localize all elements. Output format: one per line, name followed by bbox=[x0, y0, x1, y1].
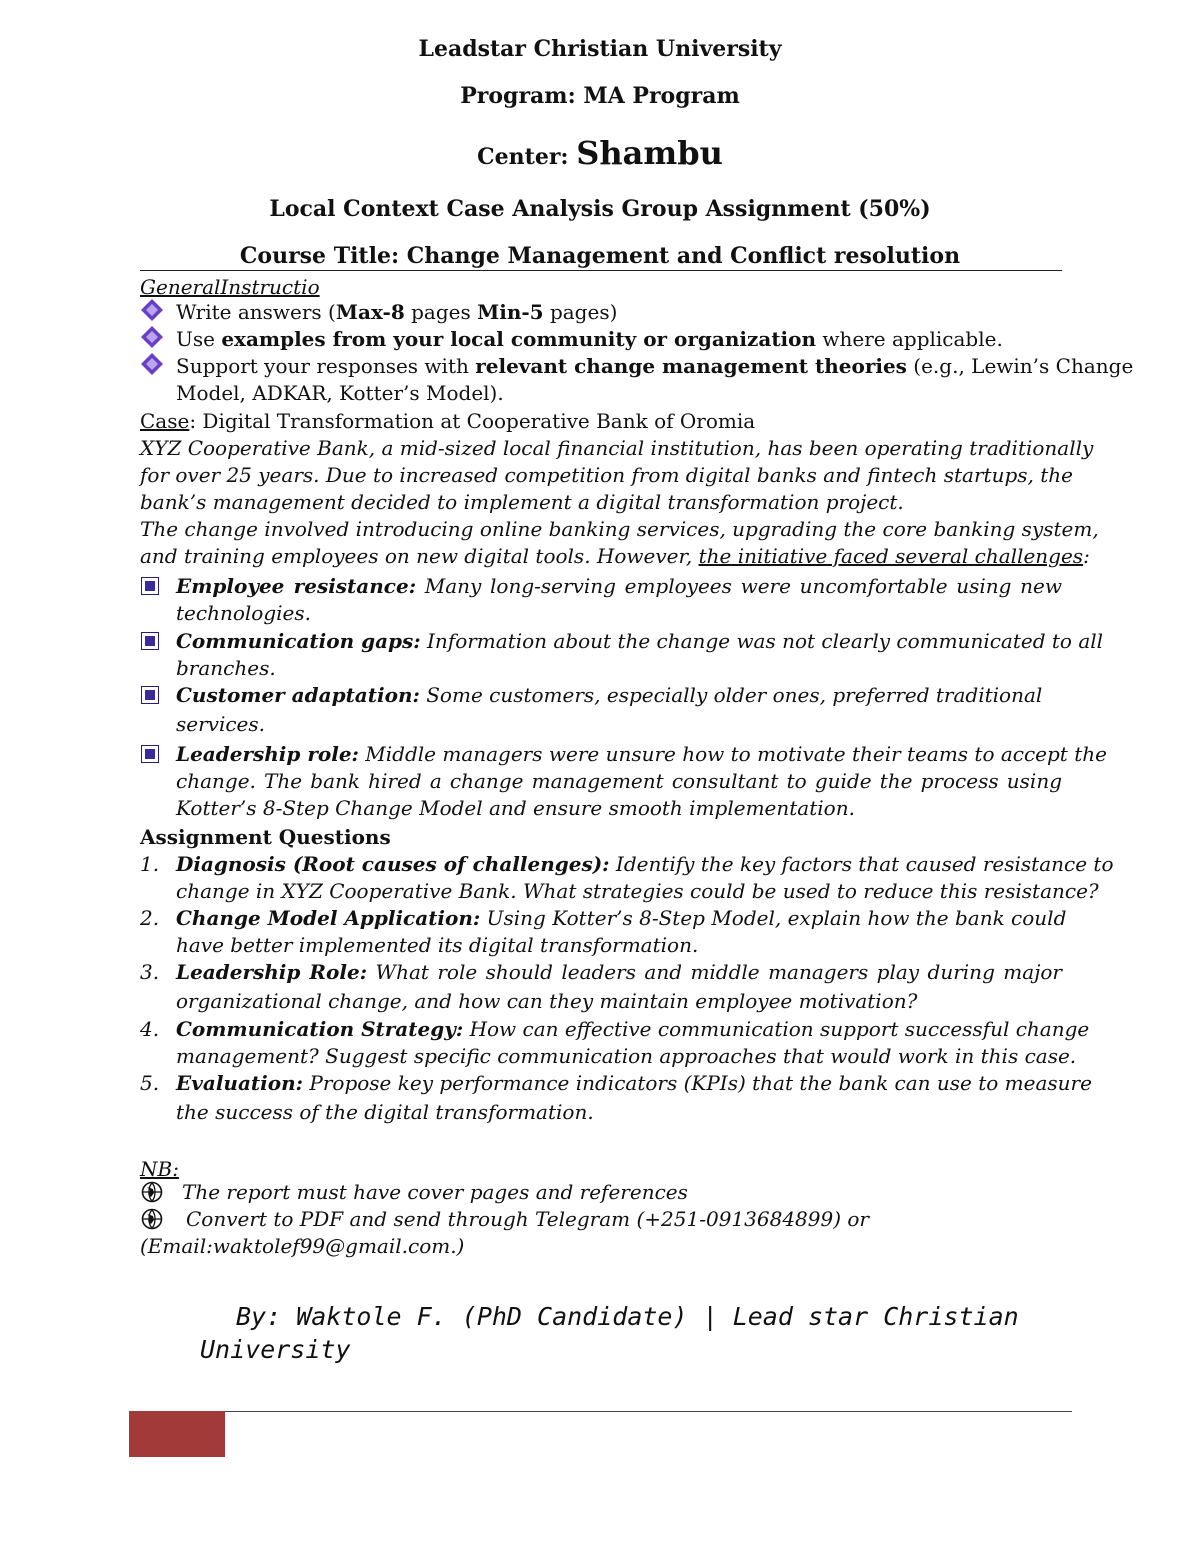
signature-line: By: Waktole F. (PhD Candidate) | Lead star Christian bbox=[236, 1302, 1019, 1331]
center-line bbox=[0, 134, 1200, 172]
case-paragraph-line: The change involved introducing online banking services, upgrading the core banking system, bbox=[140, 517, 1099, 541]
challenge-item-continued: change. The bank hired a change management consultant to guide the process using bbox=[176, 769, 1062, 793]
question-item-continued: management? Suggest specific communication approaches that would work in this case. bbox=[176, 1044, 1077, 1068]
signature-line: University bbox=[200, 1335, 351, 1364]
question-item: Communication Strategy: How can effective communication support successful change bbox=[176, 1017, 1090, 1041]
footer-rule bbox=[225, 1411, 1072, 1412]
challenge-item-continued: Kotter’s 8-Step Change Model and ensure smooth implementation. bbox=[176, 796, 855, 820]
question-item-continued: have better implemented its digital transformation. bbox=[176, 933, 699, 957]
question-number: 5. bbox=[140, 1071, 160, 1095]
challenge-item: Communication gaps: Information about the change was not clearly communicated to all bbox=[176, 629, 1104, 653]
footer-page-box bbox=[129, 1411, 225, 1457]
diamond-bullet-icon bbox=[140, 352, 164, 376]
center-label: Center: bbox=[477, 144, 577, 170]
challenge-item-continued: branches. bbox=[176, 656, 276, 680]
case-title: Case: Digital Transformation at Cooperative Bank of Oromia bbox=[140, 409, 756, 433]
question-item: Diagnosis (Root causes of challenges): Identify the key factors that caused resistance to bbox=[176, 852, 1114, 876]
assignment-title: Local Context Case Analysis Group Assignment (50%) bbox=[269, 196, 931, 222]
questions-heading: Assignment Questions bbox=[140, 825, 391, 849]
nb-note-continued: (Email:waktolef99@gmail.com.) bbox=[140, 1234, 465, 1258]
question-number: 3. bbox=[140, 960, 160, 984]
question-number: 1. bbox=[140, 852, 160, 876]
case-paragraph-line: bank’s management decided to implement a digital transformation project. bbox=[140, 490, 904, 514]
case-paragraph-line: XYZ Cooperative Bank, a mid-sized local financial institution, has been operating traditionally bbox=[140, 436, 1094, 460]
challenge-item: Employee resistance: Many long-serving employees were uncomfortable using new bbox=[176, 574, 1062, 598]
program-line: Program: MA Program bbox=[460, 83, 740, 109]
question-item-continued: organizational change, and how can they maintain employee motivation? bbox=[176, 989, 918, 1013]
question-item: Evaluation: Propose key performance indicators (KPIs) that the bank can use to measure bbox=[176, 1071, 1092, 1095]
diamond-bullet-icon bbox=[140, 325, 164, 349]
case-paragraph-line: and training employees on new digital tools. However, the initiative faced several challenges: bbox=[140, 544, 1090, 568]
nb-note: The report must have cover pages and references bbox=[182, 1180, 688, 1204]
center-value: Shambu bbox=[576, 134, 723, 172]
square-bullet-icon bbox=[141, 632, 159, 650]
square-bullet-icon bbox=[141, 745, 159, 763]
square-bullet-icon bbox=[141, 686, 159, 704]
square-bullet-icon bbox=[141, 577, 159, 595]
challenge-item: Customer adaptation: Some customers, especially older ones, preferred traditional bbox=[176, 683, 1043, 707]
instruction-item-continued: Model, ADKAR, Kotter’s Model). bbox=[176, 381, 504, 405]
question-item-continued: the success of the digital transformation. bbox=[176, 1100, 594, 1124]
diamond-bullet-icon bbox=[140, 298, 164, 322]
instructions-heading: GeneralInstructio bbox=[140, 275, 320, 299]
challenge-item: Leadership role: Middle managers were unsure how to motivate their teams to accept the bbox=[176, 742, 1107, 766]
nb-label: NB: bbox=[140, 1157, 179, 1181]
question-item-continued: change in XYZ Cooperative Bank. What strategies could be used to reduce this resistance? bbox=[176, 879, 1099, 903]
instruction-item: Write answers (Max-8 pages Min-5 pages) bbox=[176, 300, 618, 324]
globe-icon bbox=[141, 1181, 163, 1203]
title-divider bbox=[140, 270, 1062, 271]
question-number: 2. bbox=[140, 906, 160, 930]
case-paragraph-line: for over 25 years. Due to increased competition from digital banks and fintech startups, the bbox=[140, 463, 1073, 487]
challenge-item-continued: services. bbox=[176, 712, 266, 736]
instruction-item: Use examples from your local community or organization where applicable. bbox=[176, 327, 1003, 351]
challenge-item-continued: technologies. bbox=[176, 601, 311, 625]
globe-icon bbox=[141, 1208, 163, 1230]
question-item: Change Model Application: Using Kotter’s 8-Step Model, explain how the bank could bbox=[176, 906, 1067, 930]
nb-note: Convert to PDF and send through Telegram (+251-0913684899) or bbox=[186, 1207, 869, 1231]
question-number: 4. bbox=[140, 1017, 160, 1041]
instruction-item: Support your responses with relevant change management theories (e.g., Lewin’s Change bbox=[176, 354, 1134, 378]
university-name: Leadstar Christian University bbox=[418, 36, 782, 62]
question-item: Leadership Role: What role should leaders and middle managers play during major bbox=[176, 960, 1062, 984]
course-title: Course Title: Change Management and Conflict resolution bbox=[239, 243, 961, 269]
